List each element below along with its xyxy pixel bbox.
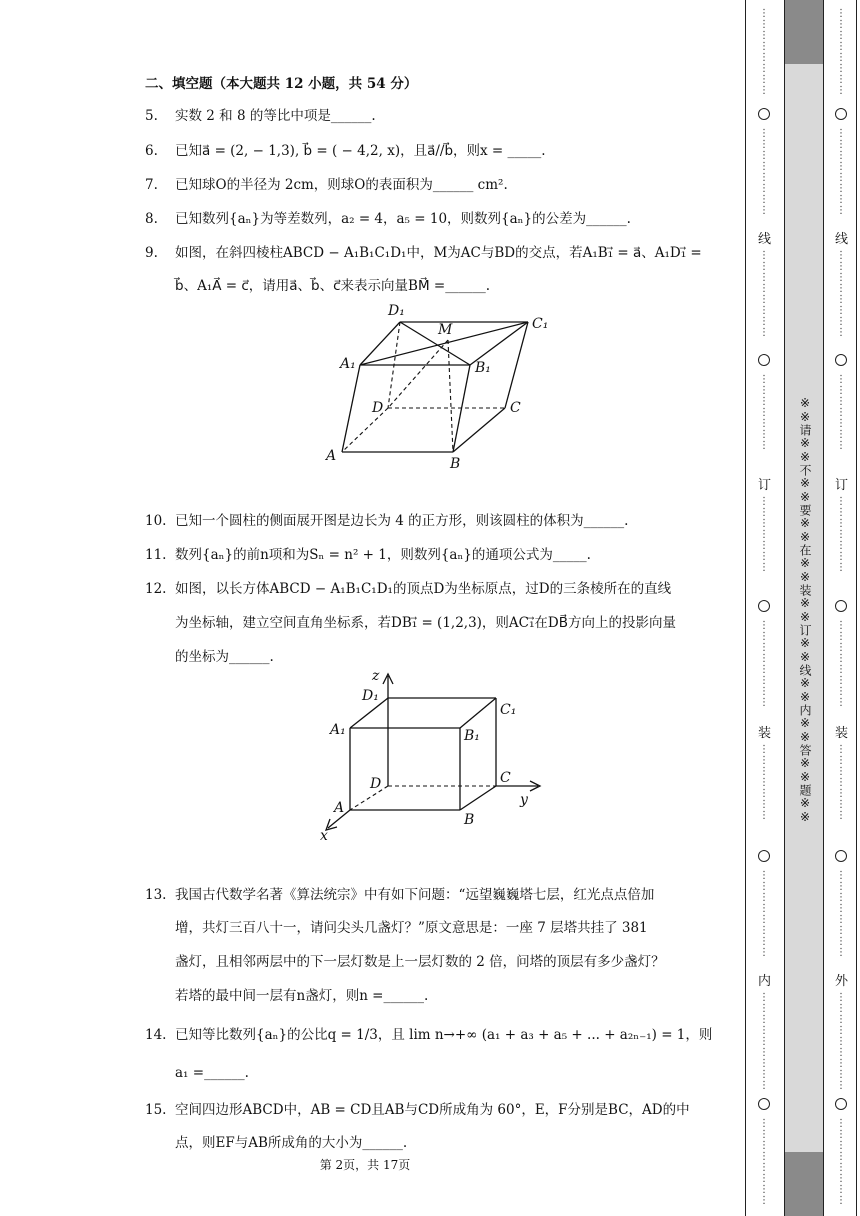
question-13-line-4: 若塔的最中间一层有n盏灯，则n =______. bbox=[175, 988, 429, 1004]
question-7 bbox=[145, 175, 508, 195]
binding-hole-icon bbox=[835, 600, 847, 612]
binding-warning-text: ※※请※※不※※要※※在※※装※※订※※线※※内※※答※※题※※ bbox=[798, 396, 812, 824]
binding-hole-icon bbox=[758, 354, 770, 366]
binding-outer-dots: ⋮ ⋮ ⋮ ⋮ ⋮ ⋮ ⋮ ⋮ bbox=[836, 8, 846, 96]
label-x: x bbox=[320, 828, 328, 840]
question-number: 14. bbox=[145, 1027, 167, 1043]
question-13 bbox=[145, 885, 654, 905]
binding-inner-dots: ⋮ ⋮ ⋮ ⋮ ⋮ ⋮ ⋮ ⋮ bbox=[759, 8, 769, 96]
binding-dark-block-top bbox=[785, 0, 823, 64]
question-text: 实数 2 和 8 的等比中项是______. bbox=[175, 108, 376, 124]
binding-inner-dots: ⋮ ⋮ ⋮ ⋮ ⋮ ⋮ ⋮ ⋮ bbox=[759, 870, 769, 958]
binding-inner-mark-zhuang: 装 bbox=[758, 726, 772, 741]
binding-outer-dots: ⋮ ⋮ ⋮ ⋮ ⋮ ⋮ ⋮ bbox=[836, 496, 846, 573]
question-number: 8. bbox=[145, 211, 158, 227]
figure-oblique-prism bbox=[320, 300, 550, 475]
binding-hole-icon bbox=[835, 850, 847, 862]
question-number: 13. bbox=[145, 887, 167, 903]
question-14 bbox=[145, 1025, 712, 1045]
binding-dark-block-bottom bbox=[785, 1152, 823, 1216]
question-text: 已知等比数列{aₙ}的公比q = 1/3，且 lim n→+∞ (a₁ + a₃ + a₅ + ... + a₂ₙ₋₁) = 1，则 bbox=[175, 1027, 713, 1043]
binding-outer-mark-xian: 线 bbox=[835, 232, 849, 247]
binding-border-right bbox=[856, 0, 857, 1216]
binding-inner-mark-ding: 订 bbox=[758, 478, 772, 493]
binding-inner-dots: ⋮ ⋮ ⋮ ⋮ ⋮ ⋮ ⋮ ⋮ bbox=[759, 250, 769, 338]
question-15 bbox=[145, 1100, 690, 1120]
binding-hole-icon bbox=[835, 354, 847, 366]
binding-hole-icon bbox=[835, 1098, 847, 1110]
question-text: 已知a⃗ = (2, − 1,3), b⃗ = ( − 4,2, x)，且a⃗//b⃗，则x = _____. bbox=[175, 143, 546, 159]
binding-hole-icon bbox=[758, 1098, 770, 1110]
binding-outer-dots: ⋮ ⋮ ⋮ ⋮ ⋮ ⋮ ⋮ ⋮ bbox=[836, 128, 846, 216]
question-number: 11. bbox=[145, 547, 167, 563]
question-text: 我国古代数学名著《算法统宗》中有如下问题：“远望巍巍塔七层，红光点点倍加 bbox=[175, 887, 655, 903]
binding-hole-icon bbox=[758, 600, 770, 612]
label-D: D bbox=[370, 776, 382, 792]
question-6 bbox=[145, 141, 546, 161]
binding-outer-mark-ding: 订 bbox=[835, 478, 849, 493]
binding-outer-dots: ⋮ ⋮ ⋮ ⋮ ⋮ ⋮ ⋮ bbox=[836, 374, 846, 451]
label-A1: A₁ bbox=[330, 722, 346, 738]
figure-cuboid-axes bbox=[320, 668, 550, 840]
question-text: 已知数列{aₙ}为等差数列，a₂ = 4，a₅ = 10，则数列{aₙ}的公差为______. bbox=[175, 211, 631, 227]
label-C1: C₁ bbox=[532, 316, 549, 332]
question-14-line-2: a₁ =______. bbox=[175, 1065, 249, 1081]
binding-border-mid-right bbox=[823, 0, 824, 1216]
page-footer: 第 2页，共 17页 bbox=[319, 1158, 411, 1172]
label-C: C bbox=[500, 770, 511, 786]
section-heading: 二、填空题（本大题共 12 小题，共 54 分） bbox=[145, 76, 418, 92]
binding-inner-mark-nei: 内 bbox=[758, 974, 772, 989]
question-8 bbox=[145, 209, 631, 229]
question-number: 15. bbox=[145, 1102, 167, 1118]
label-y: y bbox=[520, 792, 528, 808]
question-9-line-2: b⃗、A₁A⃗ = c⃗，请用a⃗、b⃗、c⃗来表示向量BM⃗ =______. bbox=[175, 278, 491, 294]
binding-outer-dots: ⋮ ⋮ ⋮ ⋮ ⋮ ⋮ ⋮ ⋮ ⋮ bbox=[836, 992, 846, 1091]
binding-inner-dots: ⋮ ⋮ ⋮ ⋮ ⋮ ⋮ ⋮ ⋮ bbox=[759, 1118, 769, 1206]
label-z: z bbox=[372, 668, 380, 684]
binding-inner-dots: ⋮ ⋮ ⋮ ⋮ ⋮ ⋮ ⋮ bbox=[759, 496, 769, 573]
question-number: 9. bbox=[145, 245, 158, 261]
binding-inner-dots: ⋮ ⋮ ⋮ ⋮ ⋮ ⋮ ⋮ ⋮ bbox=[759, 128, 769, 216]
label-B1: B₁ bbox=[464, 728, 480, 744]
label-A: A bbox=[334, 800, 345, 816]
binding-outer-mark-wai: 外 bbox=[835, 974, 849, 989]
binding-outer-dots: ⋮ ⋮ ⋮ ⋮ ⋮ ⋮ ⋮ ⋮ bbox=[836, 1118, 846, 1206]
binding-border-left bbox=[745, 0, 746, 1216]
question-9 bbox=[145, 243, 702, 263]
label-B: B bbox=[450, 456, 461, 472]
label-D1: D₁ bbox=[388, 303, 405, 319]
binding-outer-dots: ⋮ ⋮ ⋮ ⋮ ⋮ ⋮ ⋮ ⋮ bbox=[836, 620, 846, 708]
label-A: A bbox=[326, 448, 337, 464]
binding-inner-dots: ⋮ ⋮ ⋮ ⋮ ⋮ ⋮ ⋮ bbox=[759, 744, 769, 821]
label-B1: B₁ bbox=[475, 360, 491, 376]
binding-outer-dots: ⋮ ⋮ ⋮ ⋮ ⋮ ⋮ ⋮ bbox=[836, 744, 846, 821]
binding-outer-mark-zhuang: 装 bbox=[835, 726, 849, 741]
binding-inner-dots: ⋮ ⋮ ⋮ ⋮ ⋮ ⋮ ⋮ bbox=[759, 374, 769, 451]
question-13-line-2: 增，共灯三百八十一，请问尖头几盏灯？”原文意思是：一座 7 层塔共挂了 381 bbox=[175, 920, 648, 936]
question-number: 5. bbox=[145, 108, 158, 124]
binding-hole-icon bbox=[758, 108, 770, 120]
label-B: B bbox=[464, 812, 475, 828]
label-C1: C₁ bbox=[500, 702, 517, 718]
question-number: 7. bbox=[145, 177, 158, 193]
question-number: 10. bbox=[145, 513, 167, 529]
binding-border-mid-left bbox=[784, 0, 785, 1216]
question-11 bbox=[145, 545, 591, 565]
question-15-line-2: 点，则EF与AB所成角的大小为______. bbox=[175, 1135, 408, 1151]
binding-inner-dots: ⋮ ⋮ ⋮ ⋮ ⋮ ⋮ ⋮ ⋮ ⋮ bbox=[759, 992, 769, 1091]
question-text: 空间四边形ABCD中，AB = CD且AB与CD所成角为 60°，E，F分别是BC，AD的中 bbox=[175, 1102, 690, 1118]
question-text: 如图，在斜四棱柱ABCD − A₁B₁C₁D₁中，M为AC与BD的交点，若A₁B₁⃗ = a⃗、A₁D₁⃗ = bbox=[175, 245, 702, 261]
question-12-line-2: 为坐标轴，建立空间直角坐标系，若DB₁⃗ = (1,2,3)，则AC₁⃗在DB⃗方向上的投影向量 bbox=[175, 615, 677, 631]
label-M: M bbox=[438, 322, 453, 338]
label-D: D bbox=[372, 400, 384, 416]
question-number: 12. bbox=[145, 581, 167, 597]
binding-hole-icon bbox=[758, 850, 770, 862]
question-12-line-3: 的坐标为______. bbox=[175, 649, 274, 665]
question-10 bbox=[145, 511, 628, 531]
label-D1: D₁ bbox=[362, 688, 379, 704]
label-A1: A₁ bbox=[340, 356, 356, 372]
question-12 bbox=[145, 579, 671, 599]
question-text: 如图，以长方体ABCD − A₁B₁C₁D₁的顶点D为坐标原点，过D的三条棱所在的直线 bbox=[175, 581, 672, 597]
question-text: 已知一个圆柱的侧面展开图是边长为 4 的正方形，则该圆柱的体积为______. bbox=[175, 513, 629, 529]
binding-outer-dots: ⋮ ⋮ ⋮ ⋮ ⋮ ⋮ ⋮ ⋮ bbox=[836, 250, 846, 338]
binding-outer-dots: ⋮ ⋮ ⋮ ⋮ ⋮ ⋮ ⋮ ⋮ bbox=[836, 870, 846, 958]
question-number: 6. bbox=[145, 143, 158, 159]
binding-hole-icon bbox=[835, 108, 847, 120]
question-text: 数列{aₙ}的前n项和为Sₙ = n² + 1，则数列{aₙ}的通项公式为_____. bbox=[175, 547, 591, 563]
binding-inner-dots: ⋮ ⋮ ⋮ ⋮ ⋮ ⋮ ⋮ ⋮ bbox=[759, 620, 769, 708]
question-5 bbox=[145, 106, 376, 126]
label-C: C bbox=[510, 400, 521, 416]
binding-inner-mark-xian: 线 bbox=[758, 232, 772, 247]
question-13-line-3: 盏灯，且相邻两层中的下一层灯数是上一层灯数的 2 倍，问塔的顶层有多少盏灯？ bbox=[175, 954, 665, 970]
question-text: 已知球O的半径为 2cm，则球O的表面积为______ cm². bbox=[175, 177, 508, 193]
